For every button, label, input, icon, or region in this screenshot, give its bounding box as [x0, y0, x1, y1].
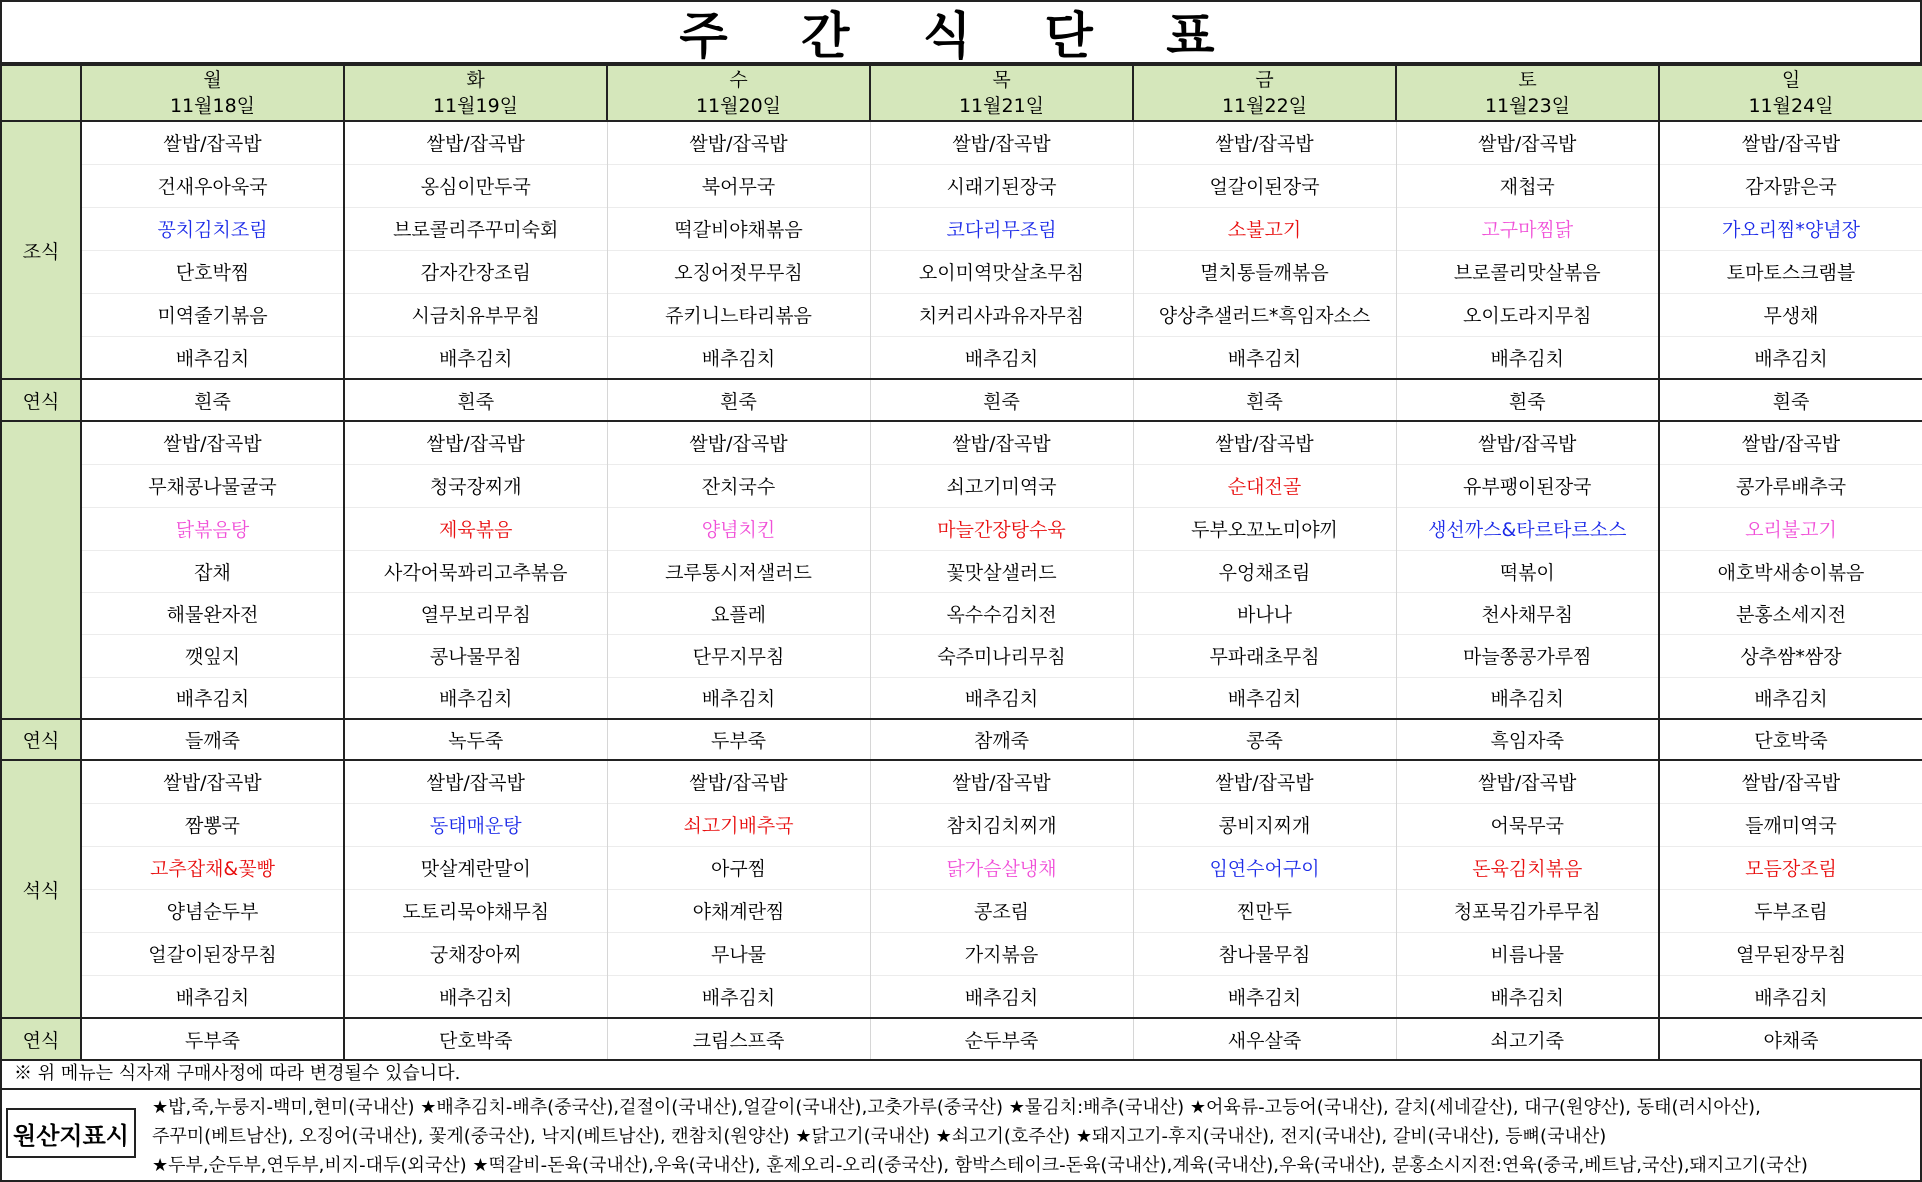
menu-item: 건새우아욱국 — [81, 164, 344, 207]
origin-line: ★두부,순두부,연두부,비지-대두(외국산) ★떡갈비-돈육(국내산),우육(국내산), 훈제오리-오리(중국산), 함박스테이크-돈육(국내산),계육(국내산),우육(국내산), 분홍소시지전:연육(중국,베트남,국산),돼지고기(국산) — [152, 1155, 1808, 1176]
meal-label — [1, 421, 81, 719]
menu-item: 배추김치 — [1133, 975, 1396, 1018]
day-of-week: 토 — [1518, 69, 1537, 91]
menu-item: 고추잡채&꽃빵 — [81, 846, 344, 889]
origin-line: ★밥,죽,누룽지-백미,현미(국내산) ★배추김치-배추(중국산),겉절이(국내산),얼갈이(국내산),고춧가루(중국산) ★물김치:배추(국내산) ★어육류-고등어(국내산), 갈치(세네갈산), 대구(원양산), 동태(러시아산), — [152, 1097, 1761, 1118]
menu-item: 오리불고기 — [1659, 507, 1922, 550]
menu-row — [1, 207, 1922, 250]
menu-item: 쌀밥/잡곡밥 — [81, 421, 344, 464]
menu-item: 얼갈이된장무침 — [81, 932, 344, 975]
day-date: 11월21일 — [958, 95, 1045, 117]
menu-row — [1, 932, 1922, 975]
corner-cell — [1, 65, 81, 121]
menu-item: 짬뽕국 — [81, 803, 344, 846]
menu-item: 배추김치 — [607, 677, 870, 719]
menu-item: 쌀밥/잡곡밥 — [870, 421, 1133, 464]
menu-item: 쌀밥/잡곡밥 — [607, 760, 870, 803]
menu-item: 배추김치 — [1659, 975, 1922, 1018]
menu-item: 동태매운탕 — [344, 803, 607, 846]
menu-item: 비름나물 — [1396, 932, 1659, 975]
menu-item: 오이미역맛살초무침 — [870, 250, 1133, 293]
menu-item: 순두부죽 — [870, 1018, 1133, 1060]
menu-item: 해물완자전 — [81, 592, 344, 634]
meal-label: 연식 — [1, 719, 81, 760]
menu-item: 애호박새송이볶음 — [1659, 550, 1922, 592]
menu-item: 쌀밥/잡곡밥 — [344, 760, 607, 803]
menu-item: 재첩국 — [1396, 164, 1659, 207]
menu-row — [1, 975, 1922, 1018]
day-of-week: 월 — [203, 69, 222, 91]
menu-item: 배추김치 — [607, 336, 870, 379]
menu-item: 쌀밥/잡곡밥 — [1659, 121, 1922, 164]
menu-item: 궁채장아찌 — [344, 932, 607, 975]
menu-item: 사각어묵꽈리고추볶음 — [344, 550, 607, 592]
day-date: 11월18일 — [169, 95, 256, 117]
menu-item: 배추김치 — [81, 975, 344, 1018]
menu-item: 양념순두부 — [81, 889, 344, 932]
menu-item: 배추김치 — [344, 336, 607, 379]
menu-item: 양상추샐러드*흑임자소스 — [1133, 293, 1396, 336]
menu-item: 감자간장조림 — [344, 250, 607, 293]
menu-item: 우엉채조림 — [1133, 550, 1396, 592]
menu-item: 배추김치 — [607, 975, 870, 1018]
menu-item: 쌀밥/잡곡밥 — [1396, 121, 1659, 164]
menu-item: 쇠고기배추국 — [607, 803, 870, 846]
menu-item: 녹두죽 — [344, 719, 607, 760]
menu-item: 두부조림 — [1659, 889, 1922, 932]
menu-item: 단호박찜 — [81, 250, 344, 293]
menu-item: 닭가슴살냉채 — [870, 846, 1133, 889]
day-date: 11월24일 — [1748, 95, 1834, 117]
menu-item: 닭볶음탕 — [81, 507, 344, 550]
menu-item: 쌀밥/잡곡밥 — [870, 121, 1133, 164]
menu-row — [1, 846, 1922, 889]
meal-label: 조식 — [1, 121, 81, 379]
menu-item: 들깨죽 — [81, 719, 344, 760]
menu-item: 열무보리무침 — [344, 592, 607, 634]
menu-item: 쌀밥/잡곡밥 — [607, 421, 870, 464]
menu-item: 코다리무조림 — [870, 207, 1133, 250]
menu-item: 흰죽 — [607, 379, 870, 421]
menu-item: 요플레 — [607, 592, 870, 634]
menu-row — [1, 719, 1922, 760]
menu-item: 참깨죽 — [870, 719, 1133, 760]
menu-item: 분홍소세지전 — [1659, 592, 1922, 634]
menu-item: 배추김치 — [870, 677, 1133, 719]
day-of-week: 목 — [992, 69, 1011, 91]
menu-item: 콩비지찌개 — [1133, 803, 1396, 846]
menu-item: 청포묵김가루무침 — [1396, 889, 1659, 932]
menu-item: 브로콜리주꾸미숙회 — [344, 207, 607, 250]
menu-item: 단호박죽 — [1659, 719, 1922, 760]
day-header — [344, 65, 607, 121]
day-of-week: 수 — [729, 69, 748, 91]
menu-item: 생선까스&타르타르소스 — [1396, 507, 1659, 550]
menu-item: 콩나물무침 — [344, 634, 607, 677]
menu-item: 참치김치찌개 — [870, 803, 1133, 846]
origin-label: 원산지표시 — [6, 1108, 136, 1158]
menu-item: 배추김치 — [1659, 677, 1922, 719]
menu-row — [1, 550, 1922, 592]
menu-item: 마늘쫑콩가루찜 — [1396, 634, 1659, 677]
origin-text — [152, 1093, 1920, 1180]
menu-row — [1, 464, 1922, 507]
menu-row — [1, 293, 1922, 336]
menu-row — [1, 677, 1922, 719]
day-date: 11월19일 — [432, 95, 519, 117]
menu-item: 순대전골 — [1133, 464, 1396, 507]
day-header — [607, 65, 870, 121]
menu-item: 흰죽 — [870, 379, 1133, 421]
menu-item: 쌀밥/잡곡밥 — [607, 121, 870, 164]
menu-item: 얼갈이된장국 — [1133, 164, 1396, 207]
day-header-row — [1, 65, 1922, 121]
origin-line: 주꾸미(베트남산), 오징어(국내산), 꽃게(중국산), 낙지(베트남산), 캔참치(원양산) ★닭고기(국내산) ★쇠고기(호주산) ★돼지고기-후지(국내산), 전지(국내산), 갈비(국내산), 등뼈(국내산) — [152, 1126, 1607, 1147]
menu-row — [1, 760, 1922, 803]
menu-item: 콩죽 — [1133, 719, 1396, 760]
day-header — [81, 65, 344, 121]
menu-item: 소불고기 — [1133, 207, 1396, 250]
menu-row — [1, 592, 1922, 634]
menu-item: 들깨미역국 — [1659, 803, 1922, 846]
menu-item: 야채죽 — [1659, 1018, 1922, 1060]
menu-change-note: ※ 위 메뉴는 식자재 구매사정에 따라 변경될수 있습니다. — [0, 1061, 1922, 1088]
menu-item: 시금치유부무침 — [344, 293, 607, 336]
menu-item: 맛살계란말이 — [344, 846, 607, 889]
menu-item: 오이도라지무침 — [1396, 293, 1659, 336]
menu-item: 쌀밥/잡곡밥 — [1133, 760, 1396, 803]
day-of-week: 금 — [1255, 69, 1274, 91]
menu-item: 쌀밥/잡곡밥 — [1396, 421, 1659, 464]
menu-item: 브로콜리맛살볶음 — [1396, 250, 1659, 293]
day-header — [1396, 65, 1659, 121]
menu-row — [1, 121, 1922, 164]
menu-item: 꽁치김치조림 — [81, 207, 344, 250]
menu-item: 멸치통들깨볶음 — [1133, 250, 1396, 293]
menu-item: 돈육김치볶음 — [1396, 846, 1659, 889]
origin-section — [0, 1088, 1922, 1182]
menu-item: 청국장찌개 — [344, 464, 607, 507]
menu-item: 두부오꼬노미야끼 — [1133, 507, 1396, 550]
menu-item: 제육볶음 — [344, 507, 607, 550]
menu-item: 쌀밥/잡곡밥 — [1396, 760, 1659, 803]
menu-item: 흰죽 — [1659, 379, 1922, 421]
menu-item: 쌀밥/잡곡밥 — [81, 121, 344, 164]
menu-item: 가오리찜*양념장 — [1659, 207, 1922, 250]
menu-item: 배추김치 — [1133, 677, 1396, 719]
menu-item: 배추김치 — [344, 975, 607, 1018]
menu-item: 배추김치 — [1133, 336, 1396, 379]
menu-row — [1, 250, 1922, 293]
menu-item: 상추쌈*쌈장 — [1659, 634, 1922, 677]
menu-item: 떡볶이 — [1396, 550, 1659, 592]
menu-item: 배추김치 — [1396, 975, 1659, 1018]
menu-item: 배추김치 — [870, 975, 1133, 1018]
menu-item: 쌀밥/잡곡밥 — [1659, 760, 1922, 803]
menu-item: 무나물 — [607, 932, 870, 975]
day-header — [1659, 65, 1922, 121]
menu-item: 쌀밥/잡곡밥 — [81, 760, 344, 803]
menu-row — [1, 507, 1922, 550]
menu-item: 단호박죽 — [344, 1018, 607, 1060]
menu-item: 무채콩나물굴국 — [81, 464, 344, 507]
menu-item: 치커리사과유자무침 — [870, 293, 1133, 336]
menu-item: 북어무국 — [607, 164, 870, 207]
menu-item: 쥬키니느타리볶음 — [607, 293, 870, 336]
menu-item: 감자맑은국 — [1659, 164, 1922, 207]
menu-item: 고구마찜닭 — [1396, 207, 1659, 250]
menu-item: 열무된장무침 — [1659, 932, 1922, 975]
menu-item: 쇠고기미역국 — [870, 464, 1133, 507]
menu-item: 쌀밥/잡곡밥 — [870, 760, 1133, 803]
menu-item: 떡갈비야채볶음 — [607, 207, 870, 250]
menu-item: 야채계란찜 — [607, 889, 870, 932]
menu-item: 숙주미나리무침 — [870, 634, 1133, 677]
menu-item: 무생채 — [1659, 293, 1922, 336]
menu-item: 임연수어구이 — [1133, 846, 1396, 889]
weekly-menu-table — [0, 64, 1922, 1061]
menu-item: 콩가루배추국 — [1659, 464, 1922, 507]
menu-item: 찐만두 — [1133, 889, 1396, 932]
menu-item: 토마토스크램블 — [1659, 250, 1922, 293]
menu-item: 배추김치 — [870, 336, 1133, 379]
menu-item: 잔치국수 — [607, 464, 870, 507]
day-header — [870, 65, 1133, 121]
meal-label: 연식 — [1, 1018, 81, 1060]
menu-item: 배추김치 — [81, 336, 344, 379]
day-of-week: 화 — [466, 69, 485, 91]
menu-item: 모듬장조림 — [1659, 846, 1922, 889]
menu-item: 흰죽 — [1133, 379, 1396, 421]
menu-item: 어묵무국 — [1396, 803, 1659, 846]
menu-row — [1, 803, 1922, 846]
menu-item: 바나나 — [1133, 592, 1396, 634]
day-of-week: 일 — [1781, 69, 1801, 91]
menu-item: 흰죽 — [344, 379, 607, 421]
menu-item: 참나물무침 — [1133, 932, 1396, 975]
menu-row — [1, 336, 1922, 379]
menu-item: 콩조림 — [870, 889, 1133, 932]
menu-item: 유부팽이된장국 — [1396, 464, 1659, 507]
menu-item: 옹심이만두국 — [344, 164, 607, 207]
menu-row — [1, 421, 1922, 464]
menu-item: 흰죽 — [81, 379, 344, 421]
menu-item: 단무지무침 — [607, 634, 870, 677]
menu-item: 새우살죽 — [1133, 1018, 1396, 1060]
menu-item: 무파래초무침 — [1133, 634, 1396, 677]
menu-item: 두부죽 — [81, 1018, 344, 1060]
menu-item: 잡채 — [81, 550, 344, 592]
menu-item: 배추김치 — [1396, 677, 1659, 719]
menu-item: 깻잎지 — [81, 634, 344, 677]
menu-row — [1, 379, 1922, 421]
day-date: 11월23일 — [1484, 95, 1571, 117]
menu-item: 크루통시저샐러드 — [607, 550, 870, 592]
menu-item: 크림스프죽 — [607, 1018, 870, 1060]
day-date: 11월22일 — [1221, 95, 1308, 117]
menu-item: 오징어젓무무침 — [607, 250, 870, 293]
menu-item: 시래기된장국 — [870, 164, 1133, 207]
menu-item: 배추김치 — [344, 677, 607, 719]
menu-item: 두부죽 — [607, 719, 870, 760]
menu-item: 쌀밥/잡곡밥 — [1659, 421, 1922, 464]
menu-item: 천사채무침 — [1396, 592, 1659, 634]
menu-row — [1, 164, 1922, 207]
menu-item: 배추김치 — [1659, 336, 1922, 379]
meal-label: 석식 — [1, 760, 81, 1018]
day-header — [1133, 65, 1396, 121]
day-date: 11월20일 — [695, 95, 782, 117]
menu-item: 양념치킨 — [607, 507, 870, 550]
menu-item: 배추김치 — [81, 677, 344, 719]
menu-item: 쌀밥/잡곡밥 — [344, 421, 607, 464]
menu-item: 꽃맛살샐러드 — [870, 550, 1133, 592]
menu-item: 가지볶음 — [870, 932, 1133, 975]
menu-item: 쌀밥/잡곡밥 — [344, 121, 607, 164]
menu-row — [1, 889, 1922, 932]
menu-row — [1, 1018, 1922, 1060]
menu-item: 쌀밥/잡곡밥 — [1133, 121, 1396, 164]
menu-item: 쇠고기죽 — [1396, 1018, 1659, 1060]
page-title: 주 간 식 단 표 — [0, 0, 1922, 64]
menu-item: 흰죽 — [1396, 379, 1659, 421]
menu-item: 배추김치 — [1396, 336, 1659, 379]
menu-item: 미역줄기볶음 — [81, 293, 344, 336]
menu-item: 흑임자죽 — [1396, 719, 1659, 760]
menu-row — [1, 634, 1922, 677]
menu-item: 도토리묵야채무침 — [344, 889, 607, 932]
menu-item: 아구찜 — [607, 846, 870, 889]
menu-item: 쌀밥/잡곡밥 — [1133, 421, 1396, 464]
menu-item: 옥수수김치전 — [870, 592, 1133, 634]
meal-label: 연식 — [1, 379, 81, 421]
menu-item: 마늘간장탕수육 — [870, 507, 1133, 550]
